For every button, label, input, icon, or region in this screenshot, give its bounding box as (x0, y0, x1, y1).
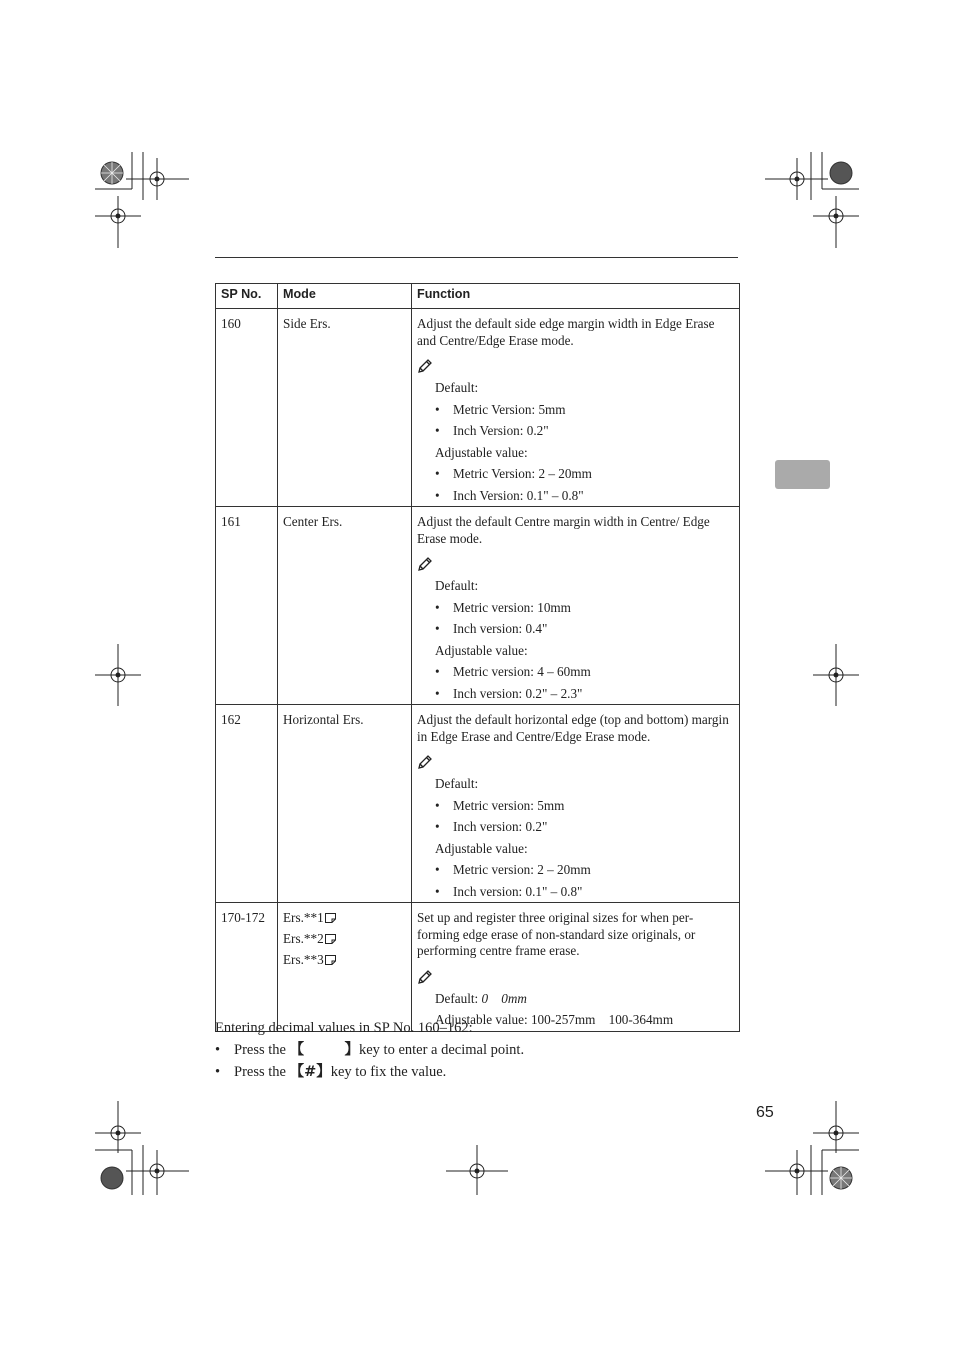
default-label: Default: (435, 380, 479, 395)
hash-key: 【#】 (289, 1064, 331, 1080)
note-block (435, 575, 734, 704)
table-row (216, 705, 740, 903)
paper-size-icon (325, 913, 336, 923)
list-item: • Inch version: 0.2" – 2.3" (435, 683, 734, 705)
adjustable-line: Adjustable value: 100-257mm 100-364mm (435, 1012, 674, 1027)
header-rule (215, 257, 738, 258)
list-item: • Inch version: 0.1" – 0.8" (435, 881, 734, 903)
list-item: • Metric Version: 5mm (435, 399, 734, 421)
bullet-text: Press the (234, 1064, 290, 1080)
note-block (435, 377, 734, 506)
function-cell (412, 309, 740, 507)
table-row (216, 309, 740, 507)
list-item: • Metric Version: 2 – 20mm (435, 463, 734, 485)
list-item: • Inch Version: 0.1" – 0.8" (435, 485, 734, 507)
decimal-key: 【 】 (289, 1042, 359, 1058)
mode-cell: Horizontal Ers. (278, 705, 412, 903)
pencil-icon (417, 556, 433, 572)
adjustable-label: Adjustable value: (435, 642, 528, 658)
header-function: Function (412, 284, 740, 309)
default-label: Default: (435, 776, 479, 791)
list-item: • Press the 【#】key to fix the value. (215, 1064, 447, 1080)
list-item: • Metric version: 10mm (435, 597, 734, 619)
default-label: Default: (435, 578, 479, 593)
bullet-text: Press the (234, 1042, 290, 1058)
table-header-row (216, 284, 740, 309)
pencil-icon (417, 969, 433, 985)
default-value: 0 0mm (481, 990, 527, 1006)
bullet-text: key to enter a decimal point. (358, 1042, 525, 1058)
function-cell (412, 705, 740, 903)
default-line (435, 988, 734, 1010)
list-item: • Metric version: 4 – 60mm (435, 661, 734, 683)
function-cell (412, 507, 740, 705)
decimal-intro: Entering decimal values in SP No. 160–162: (215, 1020, 473, 1036)
sp-no-cell: 162 (216, 705, 278, 903)
note-block (435, 773, 734, 902)
sp-no-cell: 170-172 (216, 903, 278, 1032)
page-number: 65 (756, 1104, 774, 1121)
sp-no-cell: 161 (216, 507, 278, 705)
table-row (216, 507, 740, 705)
bullet-text: key to fix the value. (330, 1064, 447, 1080)
list-item: • Metric version: 5mm (435, 795, 734, 817)
paper-size-icon (325, 934, 336, 944)
sp-no-cell: 160 (216, 309, 278, 507)
list-item: • Inch Version: 0.2" (435, 420, 734, 442)
function-cell (412, 903, 740, 1032)
list-item: • Metric version: 2 – 20mm (435, 859, 734, 881)
function-description: Adjust the default horizontal edge (top and bottom) margin in Edge Erase and Centre/Edge Erase mode. (417, 712, 729, 744)
pencil-icon (417, 358, 433, 374)
adjustable-label: Adjustable value: (435, 840, 528, 856)
default-prefix: Default: (435, 990, 482, 1006)
pencil-icon (417, 754, 433, 770)
adjustable-label: Adjustable value: (435, 444, 528, 460)
table-row (216, 903, 740, 1032)
mode-label: Ers.**1 (283, 910, 324, 925)
function-description: Adjust the default Centre margin width in Centre/ Edge Erase mode. (417, 514, 710, 546)
mode-cell (278, 903, 412, 1032)
function-description: Set up and register three original sizes for when per- forming edge erase of non-standard size originals, or performing centre frame erase. (417, 910, 696, 958)
mode-cell: Center Ers. (278, 507, 412, 705)
header-mode: Mode (278, 284, 412, 309)
list-item: • Inch version: 0.4" (435, 618, 734, 640)
sp-table (215, 283, 740, 1032)
note-block (435, 988, 734, 1031)
mode-cell: Side Ers. (278, 309, 412, 507)
header-sp-no: SP No. (216, 284, 278, 309)
mode-label: Ers.**3 (283, 952, 324, 967)
function-description: Adjust the default side edge margin width in Edge Erase and Centre/Edge Erase mode. (417, 316, 715, 348)
chapter-tab (775, 460, 830, 489)
mode-label: Ers.**2 (283, 931, 324, 946)
list-item: • Inch version: 0.2" (435, 816, 734, 838)
paper-size-icon (325, 955, 336, 965)
list-item: • Press the 【 】key to enter a decimal point. (215, 1042, 525, 1058)
